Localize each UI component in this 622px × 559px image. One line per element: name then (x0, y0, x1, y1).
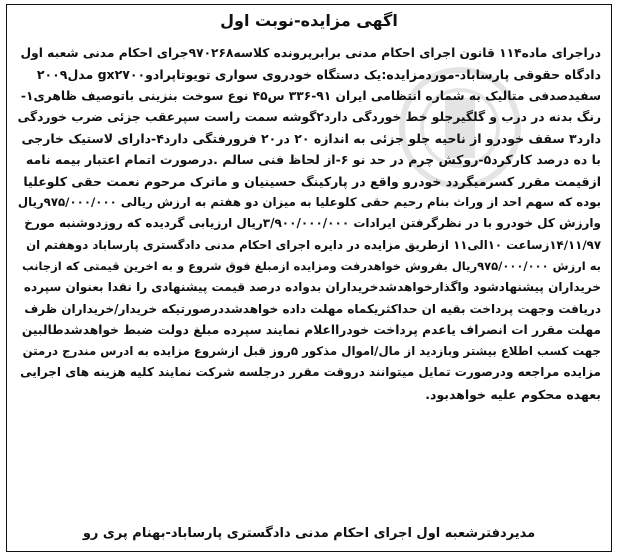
notice-frame (6, 4, 612, 552)
notice-line: سفیدصدفی متالیک به شماره انتظامی ایران ۹۱-۳۳۶ س۴۵ نوع سوخت بنزینی باتوصیف ظاهری۱- (20, 88, 601, 103)
notice-line: مهلت مقرر ات انصراف یاعدم پرداخت خودرااعلام نمایند سپرده مبلغ دولت ضبط خواهدشدطالبین (21, 322, 601, 337)
notice-line: بعهده محکوم علیه خواهدبود. (425, 386, 601, 402)
notice-title: اگهی مزایده-نوبت اول (220, 11, 398, 30)
notice-line: خریداران پیشنهادشود واگذارخواهدشدخریداران بدواده درصد قیمت پیشنهادی را نقدا بعنوان سپرده (23, 280, 601, 295)
notice-line: با ده درصد کارکرد۵-روکش چرم در حد نو ۶-از لحاظ فنی سالم .درصورت اتمام اعتبار بیمه نامه (25, 152, 601, 168)
notice-line: ۱۴/۱۱/۹۷زساعت ۱۰الی۱۱ ازطریق مزایده در دایره اجرای احکام مدنی دادگستری پارساباد دوهفتم ان (26, 237, 601, 252)
notice-line: جهت کسب اطلاع بیشتر وبازدید از مال/اموال مذکور ۵روز قبل ازشروع مزایده به ادرس مندرج درمتن (22, 344, 601, 359)
notice-line: دارد۳ سقف خودرو از ناحیه جلو جزئی به اندازه ۲۰ در۲۰ فرورفتگی دارد۴-دارای لاستیک خارجی (21, 131, 601, 147)
notice-line: به ارزش ۹۷۵/۰۰۰/۰۰۰ریال بفروش خواهدرفت ومزایده ازمبلغ فوق شروع و به اخرین قیمتی که ازجانب (22, 258, 601, 273)
signature-line: مدیردفترشعبه اول اجرای احکام مدنی دادگستری پارساباد-بهنام پری رو (82, 526, 536, 541)
notice-line: ازقیمت مقرر کسرمیگردد خودرو واقع در پارکینگ حسینیان و ماترک مرحوم نعمت حقی کلوعلیا (23, 173, 601, 189)
notice-line: بوده که سهم احد از وراث بنام رحیم حقی کلوعلیا به میزان دو هفتم به ارزش ریالی ۹۷۵/۰۰۰/۰۰۰ریال (17, 195, 601, 210)
notice-line: رنگ بدنه در درب و گلگیرجلو خط خوردگی دارد۲گوشه سمت راست سپرعقب جزئی ضرب خوردگی (17, 109, 601, 124)
notice-body (17, 43, 601, 405)
notice-line: دریافت وجهت پرداخت بقیه ان حداکثریکماه مهلت داده خواهدشددرصورتیکه خریدار/خریداران ظرف (24, 301, 601, 316)
notice-line: مزایده مراجعه ودرصورت تمایل میتوانند دروقت مقرر درجلسه شرکت نمایند کلیه هزینه های اجرایی (20, 365, 601, 380)
notice-line: دراجرای ماده۱۱۴ قانون اجرای احکام مدنی برابرپرونده کلاسه۹۷۰۲۶۸جرای احکام مدنی شعبه اول (20, 46, 601, 60)
notice-line: وارزش کل خودرو با در نظرگرفتن ایرادات ۳/۹۰۰/۰۰۰/۰۰۰ریال ارزیابی گردیده که روزدوشنبه مورخ (24, 216, 601, 231)
notice-line: دادگاه حقوقی پارساباد-موردمزایده:یک دستگاه خودروی سواری تویوتاپرادوgx۲۷۰۰ مدل۲۰۰۹ (36, 67, 601, 83)
